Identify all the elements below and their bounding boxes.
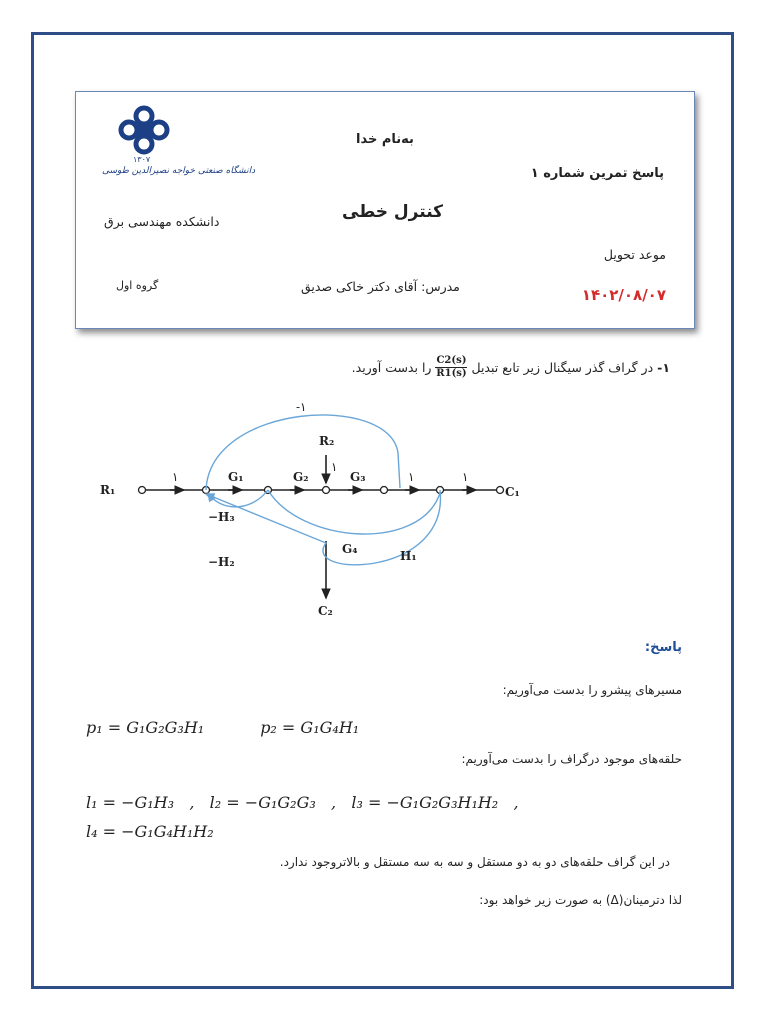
transfer-function bbox=[435, 355, 467, 379]
loops-line-1: l₁ = −G₁H₃ , l₂ = −G₁G₂G₃ , l₃ = −G₁G₂G₃H₁H₂ , bbox=[86, 793, 519, 812]
loops-line-2: l₄ = −G₁G₄H₁H₂ bbox=[86, 822, 214, 841]
university-name: دانشگاه صنعتی خواجه نصیرالدین طوسی bbox=[102, 166, 256, 176]
question-text-after: را بدست آورید. bbox=[351, 359, 432, 375]
header-box bbox=[75, 91, 695, 329]
branch-unity-2: ۱ bbox=[462, 470, 469, 484]
tf-denominator: R1(s) bbox=[436, 367, 467, 379]
branch-unity-1: ۱ bbox=[408, 470, 415, 484]
branch-g2: G₂ bbox=[293, 470, 309, 484]
path-p1: p₁ = G₁G₂G₃H₁ bbox=[86, 718, 205, 737]
path-p2: p₂ = G₁G₄H₁ bbox=[260, 718, 360, 737]
university-year: ۱۳۰۷ bbox=[133, 155, 151, 164]
due-date: ۱۴۰۲/۰۸/۰۷ bbox=[581, 286, 666, 304]
loops-text: حلقه‌های موجود درگراف را بدست می‌آوریم: bbox=[461, 752, 682, 766]
node-r2: R₂ bbox=[319, 434, 335, 448]
homework-title: پاسخ تمرین شماره ۱ bbox=[530, 166, 664, 181]
tf-numerator: C2(s) bbox=[436, 355, 467, 366]
branch-g1: G₁ bbox=[228, 470, 244, 484]
node-c1: C₁ bbox=[505, 485, 520, 499]
node-c2: C₂ bbox=[318, 604, 333, 618]
signal-flow-graph bbox=[100, 393, 540, 630]
question-text-before: در گراف گذر سیگنال زیر تابع تبدیل bbox=[471, 359, 654, 375]
faculty-name: دانشکده مهندسی برق bbox=[104, 214, 220, 229]
forward-paths-text: مسیرهای پیشرو را بدست می‌آوریم: bbox=[502, 683, 682, 697]
branch-g4: G₄ bbox=[342, 542, 358, 556]
course-title: کنترل خطی bbox=[342, 202, 444, 222]
branch-h3: −H₃ bbox=[208, 510, 235, 524]
independence-text: در این گراف حلقه‌های دو به دو مستقل و سه به سه مستقل و بالاتروجود ندارد. bbox=[279, 855, 670, 869]
branch-h2: −H₂ bbox=[208, 555, 235, 569]
group-label: گروه اول bbox=[116, 279, 159, 292]
branch-top-loop: -۱ bbox=[296, 400, 307, 414]
branch-h1: H₁ bbox=[400, 549, 417, 563]
determinant-text: لذا دترمینان(Δ) به صورت زیر خواهد بود: bbox=[479, 893, 682, 907]
branch-r1-gain: ۱ bbox=[172, 470, 179, 484]
branch-r2-gain: ۱ bbox=[331, 460, 338, 474]
forward-paths-equations bbox=[86, 718, 359, 737]
node-r1: R₁ bbox=[100, 483, 116, 497]
question-number: ۱- bbox=[657, 359, 670, 375]
bismillah-heading: به‌نام خدا bbox=[356, 132, 414, 147]
question-1 bbox=[352, 355, 670, 379]
due-label: موعد تحویل bbox=[603, 247, 666, 262]
branch-g3: G₃ bbox=[350, 470, 366, 484]
answer-label: پاسخ: bbox=[644, 640, 682, 655]
teacher-name: مدرس: آقای دکتر خاکی صدیق bbox=[301, 279, 460, 294]
university-logo-icon bbox=[116, 104, 172, 156]
